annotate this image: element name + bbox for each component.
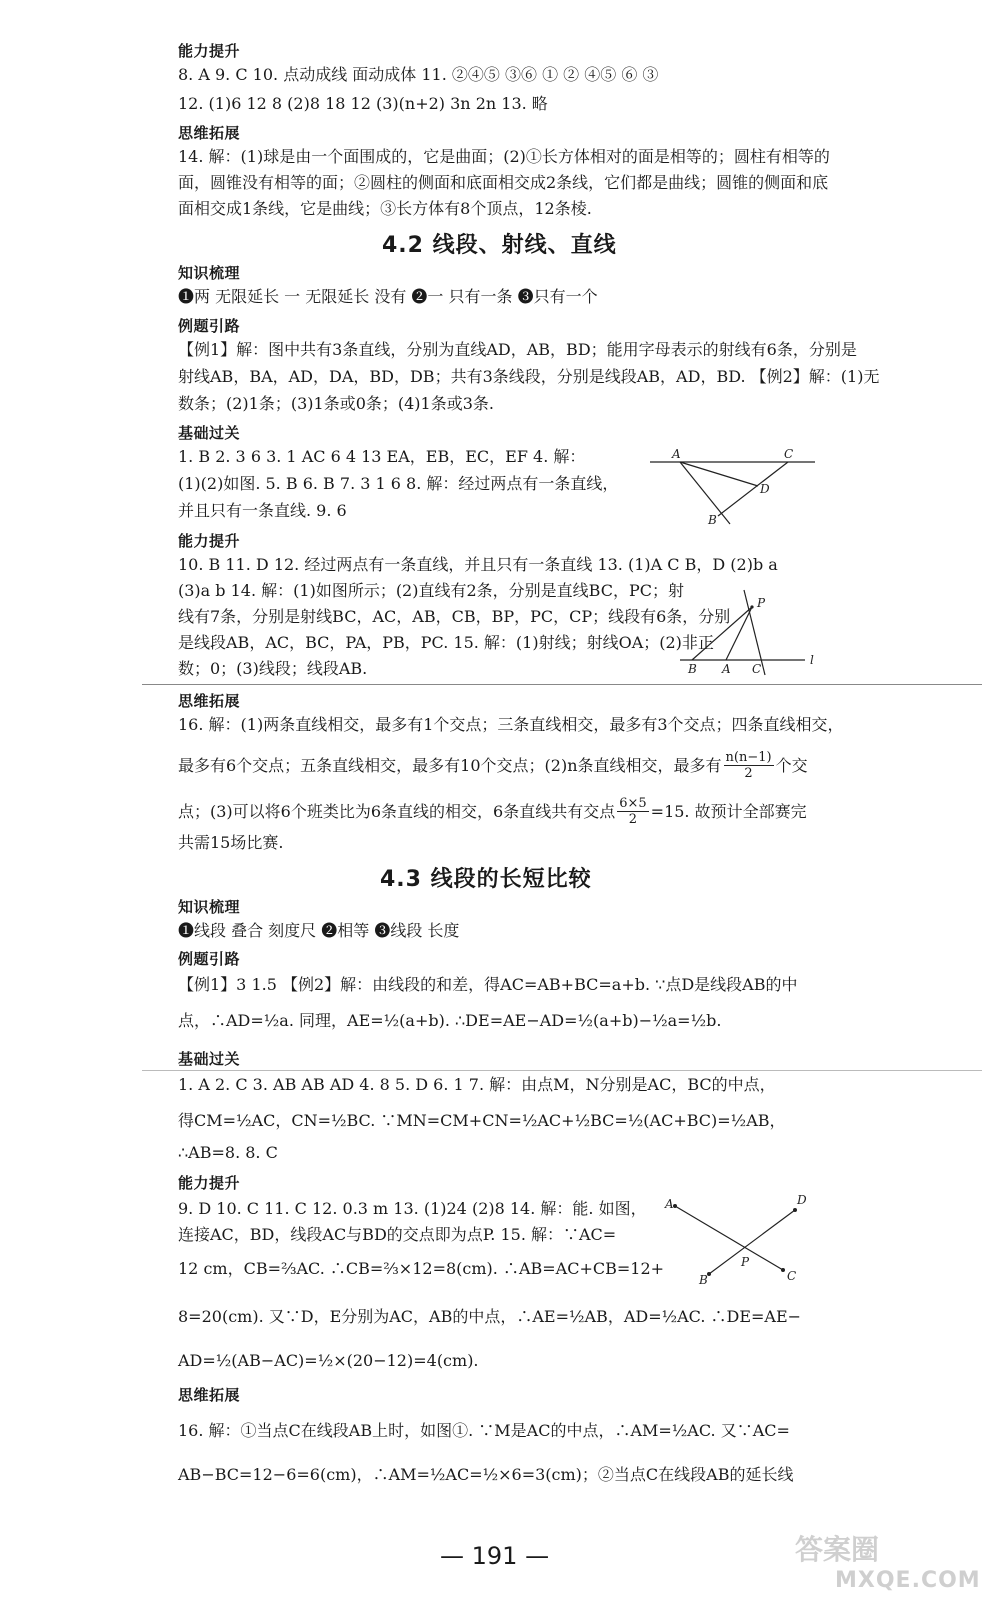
section-title-4-3: 4.3 线段的长短比较: [380, 867, 592, 892]
answer-line: (1)(2)如图. 5. B 6. B 7. 3 1 6 8. 解：经过两点有一条直线，: [178, 474, 619, 493]
answer-line: 1. A 2. C 3. AB AB AD 4. 8 5. D 6. 1 7. 解：由点M，N分别是AC，BC的中点，: [178, 1075, 776, 1094]
answer-line: 16. 解：(1)两条直线相交，最多有1个交点；三条直线相交，最多有3个交点；四条直线相交，: [178, 715, 844, 734]
answer-line: 9. D 10. C 11. C 12. 0.3 m 13. (1)24 (2)8 14. 解：能. 如图，: [178, 1199, 647, 1218]
line-ad: [680, 462, 758, 486]
heading-liti: 例题引路: [178, 317, 241, 335]
fraction-denominator: 2: [744, 766, 753, 781]
point-label: P: [757, 596, 766, 610]
heading-jichu: 基础过关: [178, 424, 241, 442]
point-label: C: [752, 662, 762, 676]
point-label: A: [722, 662, 731, 676]
heading-siwei: 思维拓展: [178, 692, 241, 710]
fraction-numerator: 6×5: [619, 796, 647, 811]
answer-line: 数条；(2)1条；(3)1条或0条；(4)1条或3条.: [178, 394, 494, 413]
point-label: P: [741, 1255, 750, 1269]
point-label: B: [699, 1273, 708, 1287]
segment-bd: [709, 1210, 795, 1274]
answer-line: ❶两 无限延长 一 无限延长 没有 ❷一 只有一条 ❸只有一个: [178, 287, 598, 306]
heading-nengli: 能力提升: [178, 532, 241, 550]
answer-line: AD=½(AB−AC)=½×(20−12)=4(cm).: [178, 1351, 479, 1370]
line-ab: [680, 462, 730, 524]
watermark-url: MXQE.COM: [835, 1568, 981, 1593]
answer-line: 14. 解：(1)球是由一个面围成的，它是曲面；(2)①长方体相对的面是相等的；圆柱有相等的: [178, 147, 830, 166]
segment-bp: [692, 607, 752, 660]
answer-line: 8. A 9. C 10. 点动成线 面动成体 11. ②④⑤ ③⑥ ① ② ④⑤ ⑥ ③: [178, 65, 659, 84]
point-label: A: [665, 1197, 674, 1211]
answer-line-fraction: [178, 750, 808, 781]
segment-ac: [675, 1206, 783, 1270]
answer-line: 【例1】解：图中共有3条直线，分别为直线AD，AB，BD；能用字母表示的射线有6条，分别是: [178, 340, 857, 359]
point-label: l: [810, 653, 814, 667]
point-label: B: [688, 662, 697, 676]
answer-line: 12. (1)6 12 8 (2)8 18 12 (3)(n+2) 3n 2n 13. 略: [178, 94, 548, 113]
heading-nengli: 能力提升: [178, 1174, 241, 1192]
answer-text: 最多有6个交点；五条直线相交，最多有10个交点；(2)n条直线相交，最多有: [178, 755, 722, 775]
point-label: B: [708, 513, 717, 527]
answer-line: 1. B 2. 3 6 3. 1 AC 6 4 13 EA，EB，EC，EF 4. 解：: [178, 447, 586, 466]
answer-text: 个交: [775, 755, 808, 775]
answer-line: 面相交成1条线，它是曲线；③长方体有8个顶点，12条棱.: [178, 199, 592, 218]
answer-line: 连接AC，BD，线段AC与BD的交点即为点P. 15. 解：∵AC=: [178, 1225, 617, 1244]
point-label: D: [797, 1193, 807, 1207]
point-label: C: [784, 447, 794, 461]
heading-siwei: 思维拓展: [178, 1386, 241, 1404]
answer-line: 16. 解：①当点C在线段AB上时，如图①. ∵M是AC的中点，∴AM=½AC. 又∵AC=: [178, 1421, 790, 1440]
answer-line: 线有7条，分别是射线BC，AC，AB，CB，BP，PC，CP；线段有6条，分别: [178, 607, 731, 626]
point-label: D: [760, 482, 770, 496]
answer-line: 8=20(cm). 又∵D，E分别为AC，AB的中点，∴AE=½AB，AD=½AC. ∴DE=AE−: [178, 1307, 802, 1326]
answer-line: (3)a b 14. 解：(1)如图所示；(2)直线有2条，分别是直线BC，PC；射: [178, 581, 684, 600]
answer-line: 共需15场比赛.: [178, 833, 284, 852]
answer-line: 并且只有一条直线. 9. 6: [178, 501, 347, 520]
fraction-denominator: 2: [628, 812, 638, 827]
point-c: [781, 1268, 785, 1272]
answer-line: AB−BC=12−6=6(cm)，∴AM=½AC=½×6=3(cm)；②当点C在线段AB的延长线: [178, 1465, 794, 1484]
answer-line: 得CM=½AC，CN=½BC. ∵MN=CM+CN=½AC+½BC=½(AC+BC)=½AB，: [178, 1111, 786, 1130]
answer-line: 射线AB，BA，AD，DA，BD，DB；共有3条线段，分别是线段AB，AD，BD. 【例2】解：(1)无: [178, 367, 880, 386]
heading-siwei-top: 思维拓展: [178, 124, 241, 142]
divider: [142, 684, 982, 685]
figure-lines-abcd: [650, 448, 820, 533]
line-cb: [718, 462, 788, 516]
answer-line: 12 cm，CB=⅔AC. ∴CB=⅔×12=8(cm). ∴AB=AC+CB=12+: [178, 1259, 665, 1278]
fraction: [617, 796, 648, 827]
section-title-4-2: 4.2 线段、射线、直线: [382, 233, 617, 258]
answer-line: 10. B 11. D 12. 经过两点有一条直线，并且只有一条直线 13. (1)A C B，D (2)b a: [178, 555, 778, 574]
answer-line-fraction: [178, 796, 807, 827]
point-p: [750, 605, 753, 608]
answer-line: 点，∴AD=½a. 同理，AE=½(a+b). ∴DE=AE−AD=½(a+b)−½a=½b.: [178, 1011, 722, 1030]
heading-nengli-top: 能力提升: [178, 42, 241, 60]
figure-intersection: [665, 1192, 815, 1292]
heading-zhishi: 知识梳理: [178, 898, 241, 916]
answer-text: 点；(3)可以将6个班类比为6条直线的相交，6条直线共有交点: [178, 801, 616, 821]
fraction-numerator: n(n−1): [725, 750, 772, 765]
divider: [142, 1070, 982, 1071]
figure-point-p: [680, 585, 820, 675]
point-label: C: [787, 1269, 797, 1283]
heading-zhishi: 知识梳理: [178, 264, 241, 282]
answer-line: 数；0；(3)线段；线段AB.: [178, 659, 368, 678]
answer-line: ❶线段 叠合 刻度尺 ❷相等 ❸线段 长度: [178, 921, 460, 940]
segment-ap: [726, 607, 752, 660]
page-number: — 191 —: [440, 1542, 550, 1570]
watermark-logo: 答案圈: [795, 1533, 880, 1566]
answer-line: ∴AB=8. 8. C: [178, 1143, 278, 1162]
heading-jichu: 基础过关: [178, 1050, 241, 1068]
point-d: [793, 1208, 797, 1212]
fraction: [724, 750, 774, 781]
answer-text: =15. 故预计全部赛完: [650, 801, 807, 821]
answer-line: 【例1】3 1.5 【例2】解：由线段的和差，得AC=AB+BC=a+b. ∵点D是线段AB的中: [178, 975, 798, 994]
heading-liti: 例题引路: [178, 950, 241, 968]
answer-line: 是线段AB，AC，BC，PA，PB，PC. 15. 解：(1)射线；射线OA；(2)非正: [178, 633, 714, 652]
answer-line: 面，圆锥没有相等的面；②圆柱的侧面和底面相交成2条线，它们都是曲线；圆锥的侧面和底: [178, 173, 829, 192]
point-label: A: [672, 447, 681, 461]
